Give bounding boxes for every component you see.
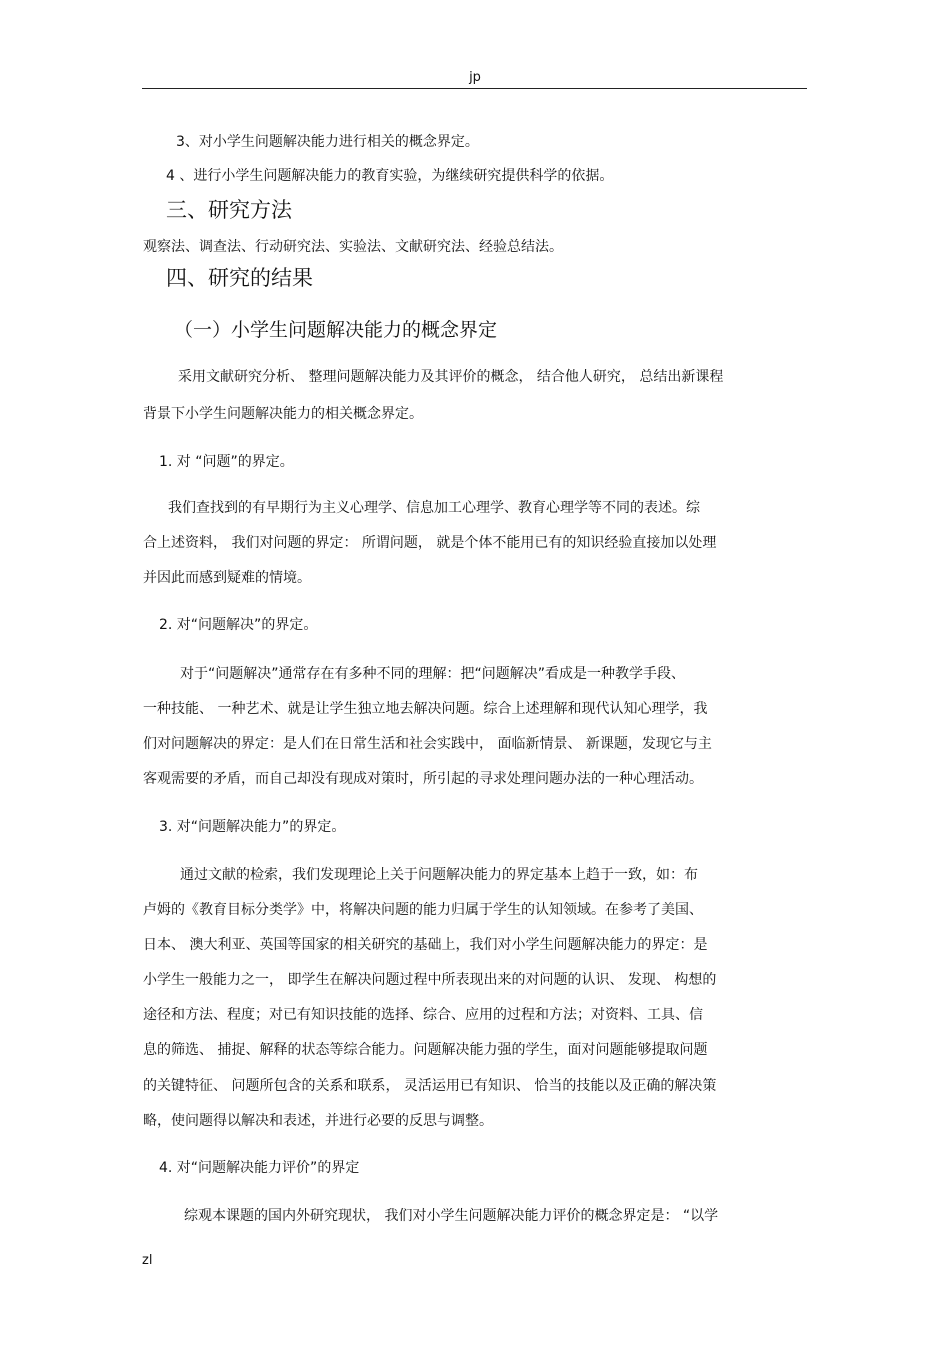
page-header: jp: [469, 70, 481, 85]
page-footer: zl: [142, 1253, 153, 1268]
text-line: 途径和方法、程度；对已有知识技能的选择、综合、应用的过程和方法；对资料、工具、信: [143, 1007, 703, 1023]
text-line: 4. 对“问题解决能力评价”的界定: [159, 1160, 360, 1176]
text-line: 4 、进行小学生问题解决能力的教育实验，为继续研究提供科学的依据。: [166, 168, 614, 184]
section-heading: 三、研究方法: [166, 198, 292, 222]
text-line: 3. 对“问题解决能力”的界定。: [159, 819, 346, 835]
text-line: 息的筛选、 捕捉、解释的状态等综合能力。问题解决能力强的学生，面对问题能够提取问题: [143, 1042, 708, 1058]
text-line: 观察法、调查法、行动研究法、实验法、文献研究法、经验总结法。: [143, 239, 563, 255]
text-line: 合上述资料， 我们对问题的界定： 所谓问题， 就是个体不能用已有的知识经验直接加以处理: [143, 535, 717, 551]
text-line: 3、对小学生问题解决能力进行相关的概念界定。: [176, 134, 479, 150]
text-line: 日本、 澳大利亚、英国等国家的相关研究的基础上，我们对小学生问题解决能力的界定：是: [143, 937, 708, 953]
text-line: 通过文献的检索，我们发现理论上关于问题解决能力的界定基本上趋于一致，如：布: [180, 867, 698, 883]
text-line: 小学生一般能力之一， 即学生在解决问题过程中所表现出来的对问题的认识、 发现、 构想的: [143, 972, 717, 988]
text-line: 综观本课题的国内外研究现状， 我们对小学生问题解决能力评价的概念界定是： “以学: [184, 1208, 719, 1224]
text-line: 并因此而感到疑难的情境。: [143, 570, 311, 586]
text-line: 背景下小学生问题解决能力的相关概念界定。: [143, 406, 423, 422]
text-line: 对于“问题解决”通常存在有多种不同的理解：把“问题解决”看成是一种教学手段、: [180, 666, 686, 682]
text-line: 一种技能、 一种艺术、就是让学生独立地去解决问题。综合上述理解和现代认知心理学，我: [143, 701, 708, 717]
text-line: 略，使问题得以解决和表述，并进行必要的反思与调整。: [143, 1113, 493, 1129]
header-rule: [142, 88, 807, 89]
text-line: 采用文献研究分析、 整理问题解决能力及其评价的概念， 结合他人研究， 总结出新课程: [178, 369, 724, 385]
text-line: 1. 对 “问题”的界定。: [159, 454, 294, 470]
text-line: 卢姆的《教育目标分类学》中，将解决问题的能力归属于学生的认知领域。在参考了美国、: [143, 902, 703, 918]
text-line: 2. 对“问题解决”的界定。: [159, 617, 318, 633]
text-line: 们对问题解决的界定：是人们在日常生活和社会实践中， 面临新情景、 新课题，发现它与主: [143, 736, 712, 752]
text-line: 客观需要的矛盾，而自己却没有现成对策时，所引起的寻求处理问题办法的一种心理活动。: [143, 771, 703, 787]
text-line: 我们查找到的有早期行为主义心理学、信息加工心理学、教育心理学等不同的表述。综: [168, 500, 700, 516]
subsection-heading: （一）小学生问题解决能力的概念界定: [174, 319, 498, 341]
section-heading: 四、研究的结果: [166, 266, 313, 290]
text-line: 的关键特征、 问题所包含的关系和联系， 灵活运用已有知识、 恰当的技能以及正确的解决策: [143, 1078, 717, 1094]
